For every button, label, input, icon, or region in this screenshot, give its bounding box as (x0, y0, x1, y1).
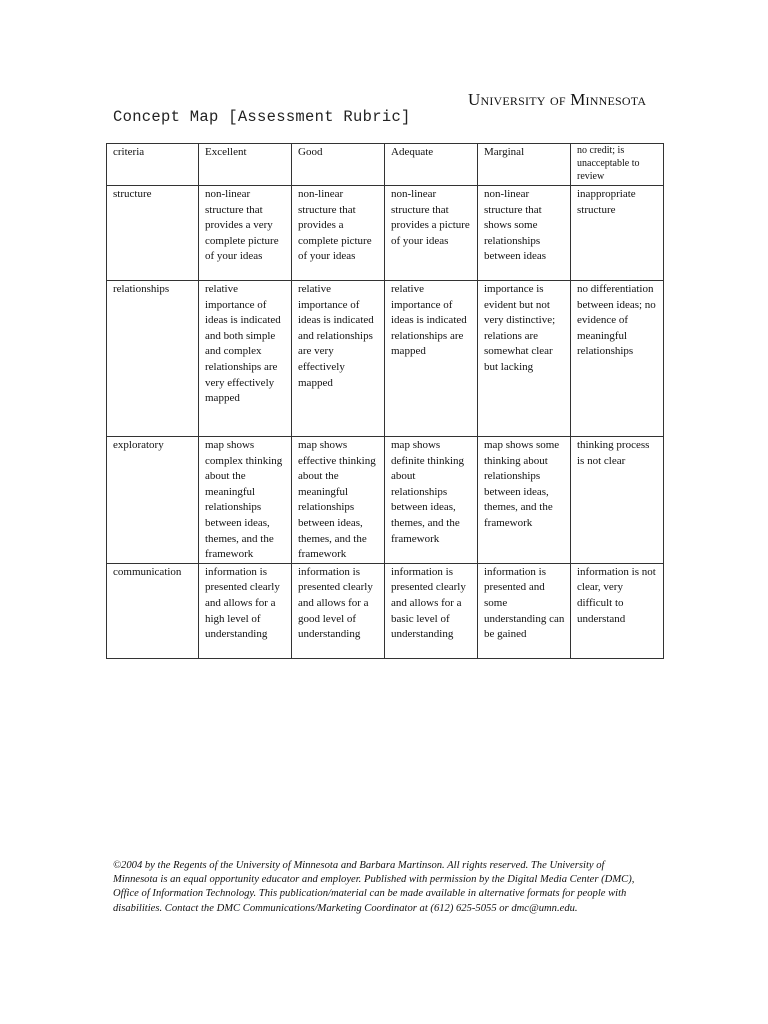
copyright-notice: ©2004 by the Regents of the University of Minnesota and Barbara Martinson. All rights reserved. The University of Minnesota is an equal opportunity educator and employer. Published with permission by the Digital Media Center (DMC), Office of Information Technology. This publication/material can be made available in alternative formats for people with disabilities. Contact the DMC Communications/Marketing Coordinator at (612) 625-5055 or dmc@umn.edu. (113, 860, 635, 914)
table-cell: information is presented clearly and allows for a high level of understanding (199, 563, 292, 658)
column-header-marginal: Marginal (478, 144, 571, 186)
table-cell: information is presented clearly and allows for a good level of understanding (292, 563, 385, 658)
university-logo: University of Minnesota (468, 90, 647, 109)
table-cell: non-linear structure that provides a picture of your ideas (385, 186, 478, 281)
table-cell: non-linear structure that provides a very complete picture of your ideas (199, 186, 292, 281)
table-cell: importance is evident but not very distinctive; relations are somewhat clear but lacking (478, 281, 571, 437)
table-row (107, 186, 664, 281)
table-cell: thinking process is not clear (571, 437, 664, 564)
table-cell: information is not clear, very difficult to understand (571, 563, 664, 658)
table-cell: non-linear structure that provides a complete picture of your ideas (292, 186, 385, 281)
column-header-criteria: criteria (107, 144, 199, 186)
table-header-row (107, 144, 664, 186)
table-cell: relative importance of ideas is indicated and both simple and complex relationships are very effectively mapped (199, 281, 292, 437)
table-row (107, 563, 664, 658)
column-header-adequate: Adequate (385, 144, 478, 186)
row-criterion: exploratory (107, 437, 199, 564)
column-header-excellent: Excellent (199, 144, 292, 186)
table-cell: map shows effective thinking about the meaningful relationships between ideas, themes, and the framework (292, 437, 385, 564)
table-cell: relative importance of ideas is indicated relationships are mapped (385, 281, 478, 437)
column-header-good: Good (292, 144, 385, 186)
row-criterion: structure (107, 186, 199, 281)
table-cell: map shows some thinking about relationships between ideas, themes, and the framework (478, 437, 571, 564)
document-title: Concept Map [Assessment Rubric] (113, 108, 411, 126)
table-row (107, 437, 664, 564)
table-cell: map shows definite thinking about relationships between ideas, themes, and the framework (385, 437, 478, 564)
table-cell: non-linear structure that shows some relationships between ideas (478, 186, 571, 281)
row-criterion: communication (107, 563, 199, 658)
table-row (107, 281, 664, 437)
table-cell: information is presented clearly and allows for a basic level of understanding (385, 563, 478, 658)
table-cell: no differentiation between ideas; no evidence of meaningful relationships (571, 281, 664, 437)
table-cell: inappropriate structure (571, 186, 664, 281)
row-criterion: relationships (107, 281, 199, 437)
column-header-no-credit: no credit; is unacceptable to review (571, 144, 664, 186)
table-cell: map shows complex thinking about the meaningful relationships between ideas, themes, and the framework (199, 437, 292, 564)
assessment-rubric-table (106, 143, 664, 659)
table-cell: information is presented and some understanding can be gained (478, 563, 571, 658)
table-cell: relative importance of ideas is indicated and relationships are very effectively mapped (292, 281, 385, 437)
